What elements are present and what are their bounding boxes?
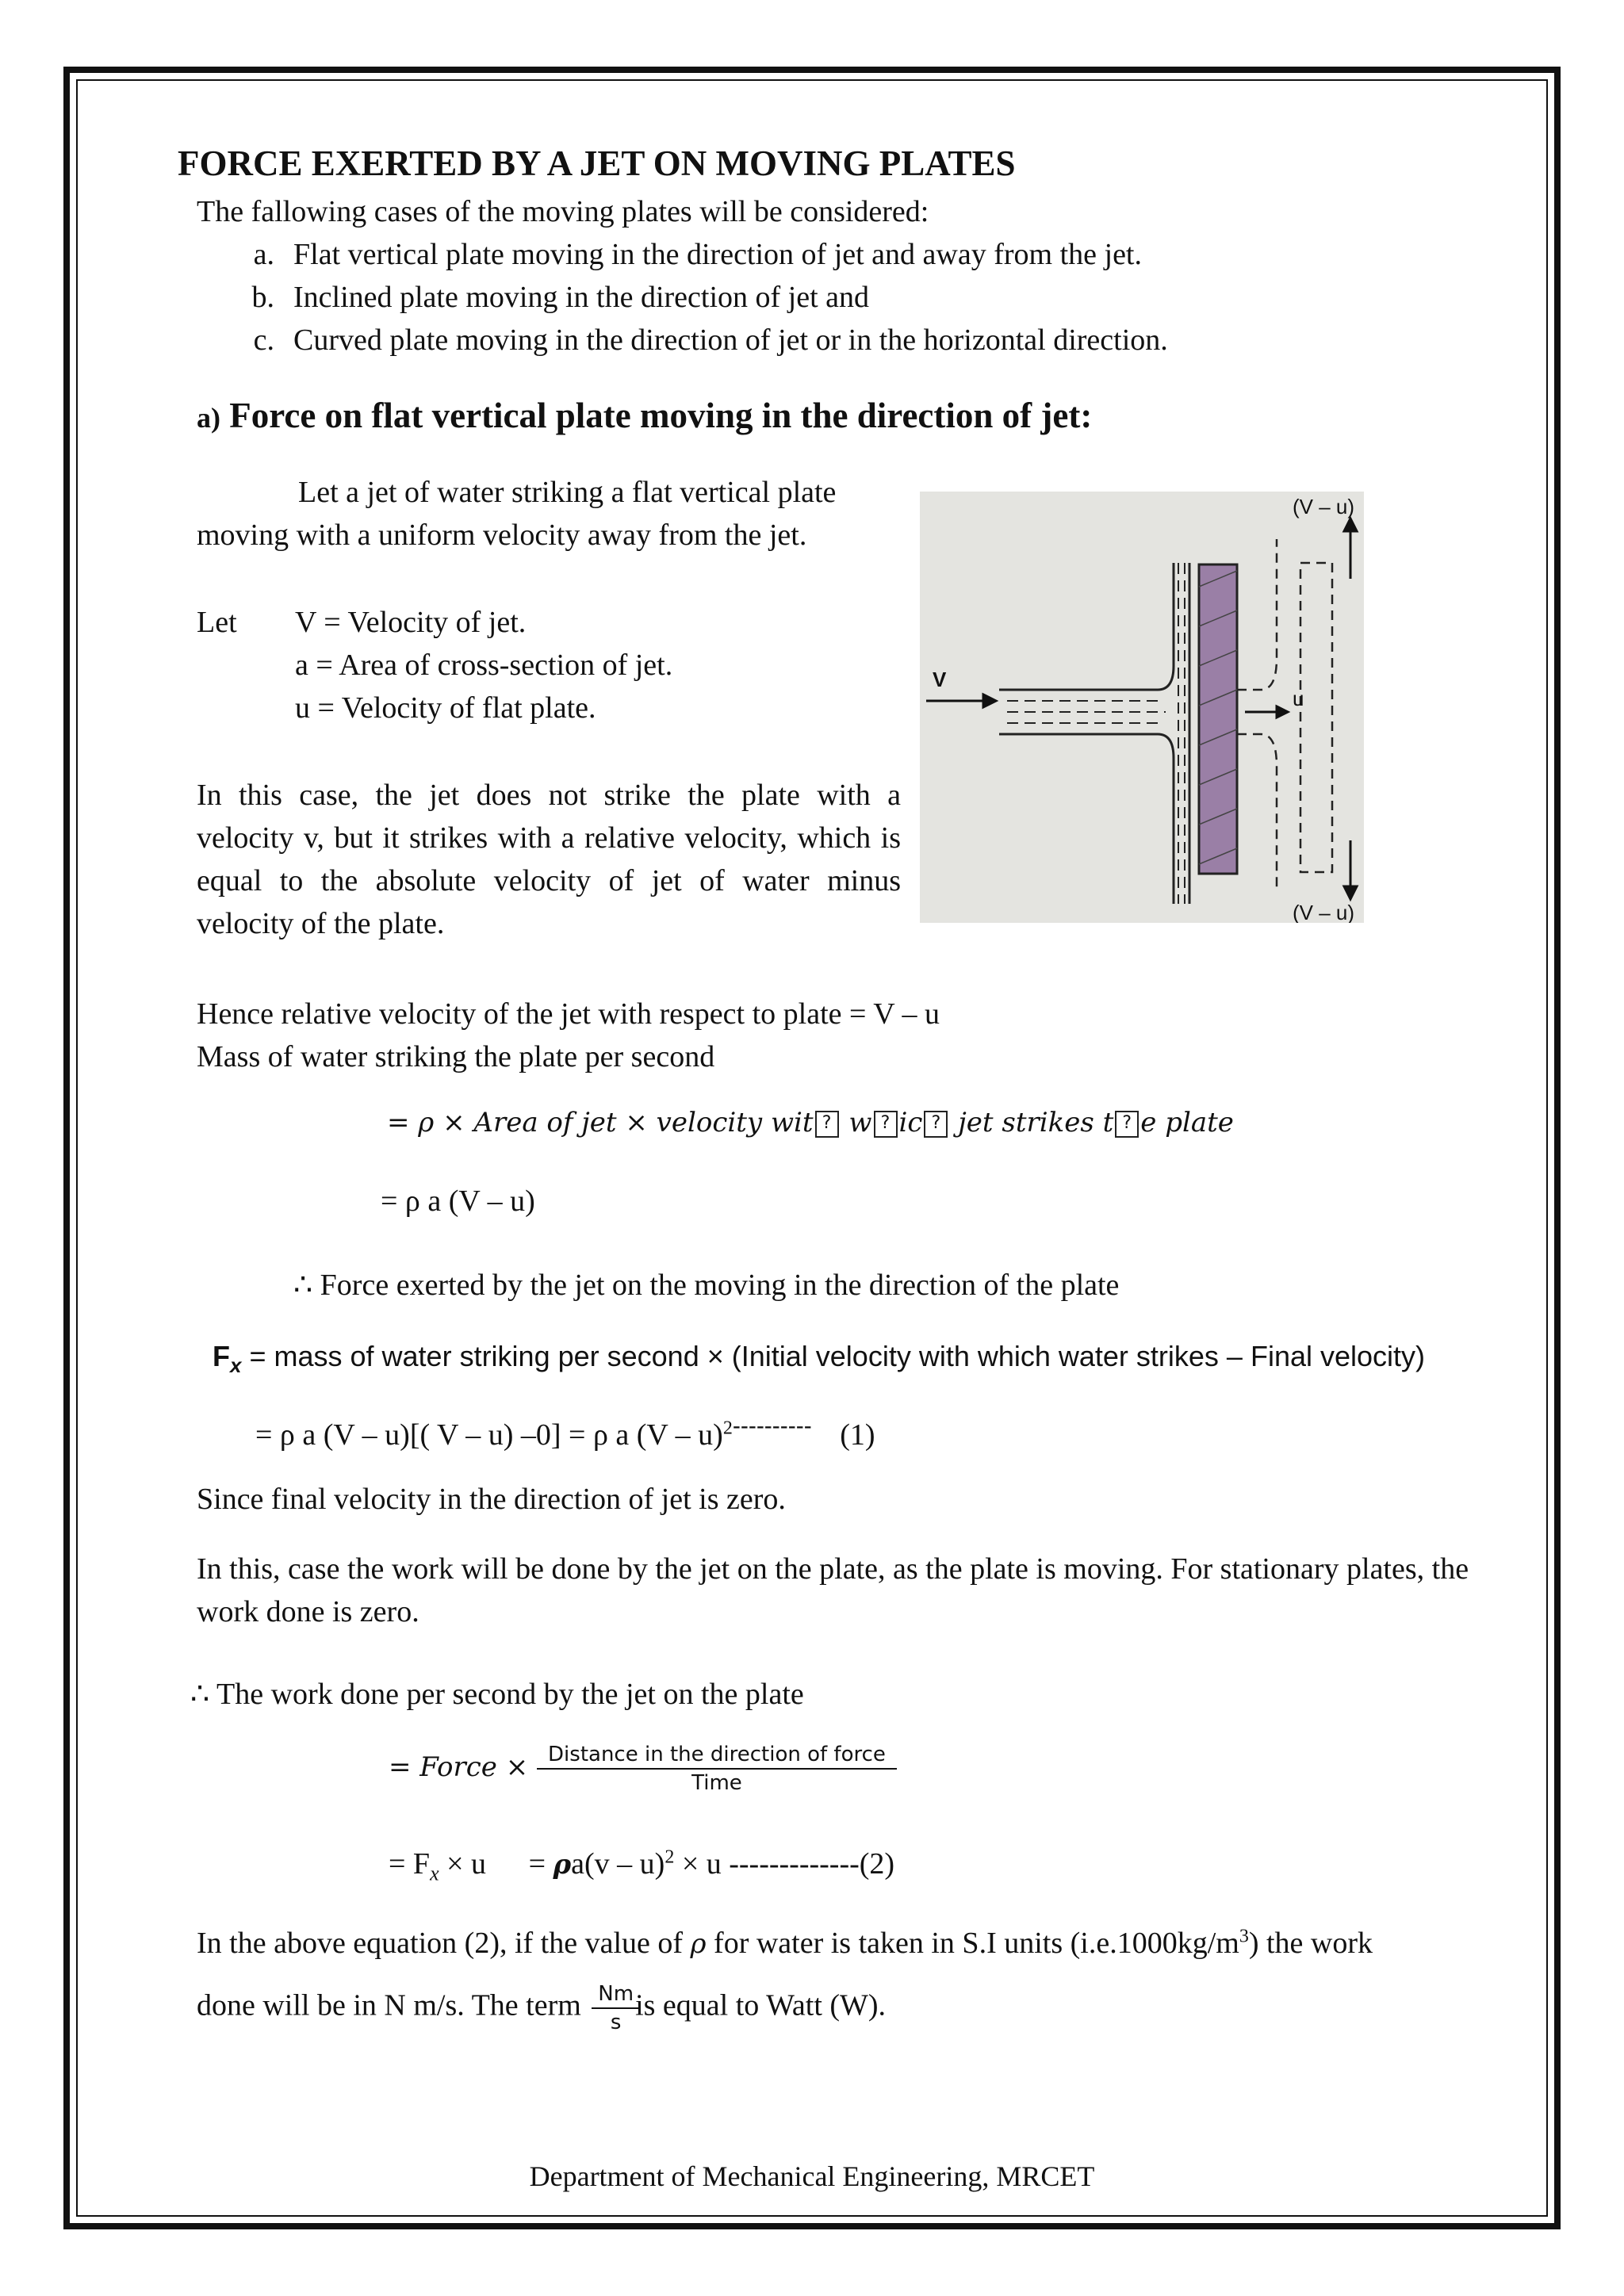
work-eq2-right-b: × u -------------(2) [674,1847,895,1881]
work-fraction [537,1741,897,1797]
work-eq2-right: a(v – u) [571,1847,665,1881]
fraction-numerator: Nm [592,1980,640,2009]
equation-1-dashes: ---------- [732,1413,812,1439]
relative-velocity-line: Hence relative velocity of the jet with respect to plate = V – u [197,997,940,1031]
force-intro-line: ∴ Force exerted by the jet on the moving in the direction of the plate [293,1269,1120,1302]
section-heading [197,395,1092,436]
work-eq2-exponent: 2 [665,1846,675,1868]
figure-label-top: (V – u) [1293,495,1355,519]
missing-glyph-icon: ? [1115,1111,1139,1138]
mass-eq-part: ic [898,1107,923,1138]
force-definition [213,1337,1425,1376]
missing-glyph-icon: ? [815,1111,839,1138]
work-eq-prefix: = Force × [389,1751,529,1783]
work-eq2-rho: ρ [553,1849,572,1881]
units-line-2 [197,1980,886,2036]
units-text: for water is taken in S.I units (i.e.1000kg/m [706,1927,1239,1960]
force-subscript: x [230,1353,242,1378]
moving-plate [1199,564,1237,874]
units-text: In the above equation (2), if the value of [197,1927,691,1960]
paragraph-line: Let a jet of water striking a flat vertical plate [298,476,837,509]
fraction-denominator: Time [691,1771,742,1795]
relative-velocity-paragraph: In this case, the jet does not strike the plate with a velocity v, but it strikes with a relative velocity, which is equal to the absolute velocity of jet of water minus velocity of the plate. [197,779,901,940]
missing-glyph-icon: ? [874,1111,898,1138]
equation-1-text: = ρ a (V – u)[( V – u) –0] = ρ a (V – u) [255,1418,723,1452]
list-item [197,276,1168,319]
let-label: Let [197,606,237,639]
force-symbol: F [213,1340,230,1372]
list-item [197,233,1168,276]
case-list [197,233,1168,362]
mass-eq-part: e plate [1140,1107,1234,1138]
work-eq2-left: = F [389,1847,431,1881]
work-eq2-equals: = [528,1847,546,1881]
list-item-letter: a. [253,238,274,271]
page-footer: Department of Mechanical Engineering, MRCET [529,2160,1095,2192]
list-item-text: Curved plate moving in the direction of jet or in the horizontal direction. [293,323,1168,357]
figure-label-plate: u [1293,687,1304,710]
force-definition-text: = mass of water striking per second × (Initial velocity with which water strikes – Final velocity) [241,1340,1426,1372]
units-exponent: 3 [1239,1926,1249,1947]
mass-eq-part: = ρ × Area of jet × velocity wit [387,1107,814,1138]
list-item-text: Flat vertical plate moving in the direction of jet and away from the jet. [293,238,1142,271]
list-item [197,319,1168,362]
list-item-text: Inclined plate moving in the direction of jet and [293,281,870,314]
equation-1-label: (1) [840,1418,875,1452]
work-intro-line: ∴ The work done per second by the jet on the plate [190,1678,804,1711]
mass-eq-part: w [840,1107,872,1138]
mass-eq-part: jet strikes t [949,1107,1114,1138]
section-heading-text: Force on flat vertical plate moving in the direction of jet: [229,396,1093,435]
list-item-letter: c. [253,323,274,357]
section-prefix: a) [197,402,220,434]
units-rho: ρ [690,1928,707,1960]
work-eq2-mid: × u [439,1847,487,1881]
work-equation-1 [389,1741,897,1797]
jet-plate-figure [920,492,1364,923]
missing-glyph-icon: ? [924,1111,948,1138]
paragraph-line: moving with a uniform velocity away from the jet. [197,519,807,552]
figure-label-bottom: (V – u) [1293,901,1355,923]
list-item-letter: b. [251,281,274,314]
work-eq2-subscript: x [430,1862,439,1885]
final-velocity-line: Since final velocity in the direction of jet is zero. [197,1483,786,1516]
definition-u: u = Velocity of flat plate. [295,691,596,725]
mass-equation-1 [387,1107,1234,1138]
equation-1-exponent: 2 [722,1418,733,1439]
jet-plate-diagram [920,492,1364,923]
mass-intro-line: Mass of water striking the plate per second [197,1040,715,1073]
fraction-denominator: s [610,2011,622,2034]
equation-1 [255,1405,875,1456]
work-paragraph: In this, case the work will be done by the jet on the plate, as the plate is moving. For stationary plates, the work done is zero. [197,1552,1469,1628]
fraction-numerator: Distance in the direction of force [537,1741,897,1770]
units-text: ) the work [1248,1927,1373,1960]
figure-label-jet: V [933,668,947,691]
work-equation-2 [389,1843,894,1886]
term-fraction [592,1980,640,2036]
units-text: is equal to Watt (W). [635,1988,887,2022]
definition-a: a = Area of cross-section of jet. [295,649,673,682]
units-text: done will be in N m/s. The term [197,1988,589,2022]
units-line-1 [197,1922,1373,1965]
page-title: FORCE EXERTED BY A JET ON MOVING PLATES [178,144,1016,183]
definition-v: V = Velocity of jet. [295,606,527,639]
mass-equation-2: = ρ a (V – u) [381,1184,535,1218]
intro-text: The fallowing cases of the moving plates will be considered: [197,195,929,228]
